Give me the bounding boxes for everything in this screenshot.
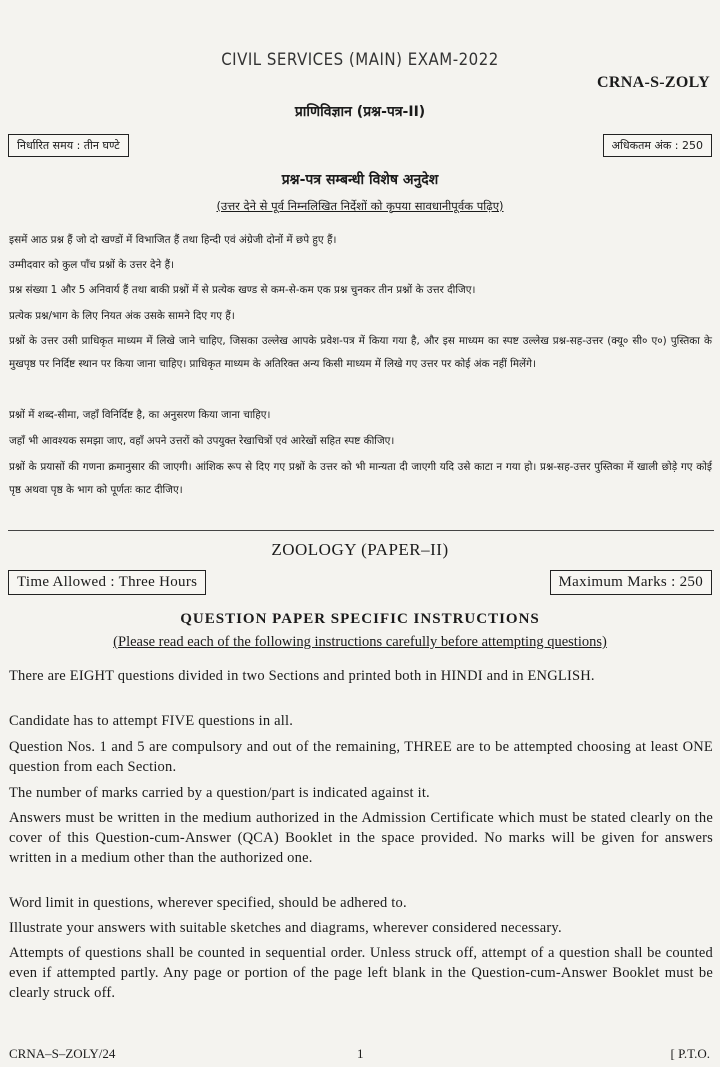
footer-code: CRNA–S–ZOLY/24 — [9, 1046, 116, 1061]
english-instruction-7: Illustrate your answers with suitable sketches and diagrams, wherever considered necessary. — [9, 920, 562, 936]
hindi-instruction-3: प्रश्न संख्या 1 और 5 अनिवार्य हैं तथा बाकी प्रश्नों में से प्रत्येक खण्ड से कम-से-कम एक प्रश्न चुनकर तीन प्रश्नों के उत्तर दीजिए। — [9, 284, 476, 296]
hindi-paper-title: प्राणिविज्ञान (प्रश्न-पत्र-II) — [294, 104, 426, 120]
english-instruction-1: There are EIGHT questions divided in two Sections and printed both in HINDI and in ENGLISH. — [9, 668, 595, 684]
hindi-instruction-2: उम्मीदवार को कुल पाँच प्रश्नों के उत्तर देने हैं। — [9, 259, 175, 271]
page-number: 1 — [357, 1046, 364, 1061]
english-instruction-5: Answers must be written in the medium authorized in the Admission Certificate which must be stated clearly on the cover of this Question-cum-Answer (QCA) Booklet in the space provided. No marks will be given for answers written in a medium other than the authorized one. — [9, 810, 713, 866]
hindi-time-box: निर्धारित समय : तीन घण्टे — [8, 134, 129, 157]
english-instructions-heading: QUESTION PAPER SPECIFIC INSTRUCTIONS — [180, 611, 540, 627]
hindi-instruction-7: जहाँ भी आवश्यक समझा जाए, वहाँ अपने उत्तरों को उपयुक्त रेखाचित्रों एवं आरेखों सहित स्पष्ट कीजिए। — [9, 435, 395, 447]
english-instruction-8: Attempts of questions shall be counted in sequential order. Unless struck off, attempt of a question shall be counted even if attempted partly. Any page or portion of the page left blank in the Question-cum-Answer Booklet must be clearly struck off. — [9, 945, 713, 1001]
english-instruction-2: Candidate has to attempt FIVE questions in all. — [9, 713, 294, 729]
section-divider — [8, 530, 714, 531]
hindi-instruction-4: प्रत्येक प्रश्न/भाग के लिए नियत अंक उसके सामने दिए गए हैं। — [9, 310, 235, 322]
max-marks-box: Maximum Marks : 250 — [550, 570, 712, 595]
english-instruction-4: The number of marks carried by a question/part is indicated against it. — [9, 785, 430, 801]
paper-code: CRNA-S-ZOLY — [597, 74, 710, 91]
hindi-instruction-5: प्रश्नों के उत्तर उसी प्राधिकृत माध्यम में लिखे जाने चाहिए, जिसका उल्लेख आपके प्रवेश-पत्र में किया गया है, और इस माध्यम का स्पष्ट उल्लेख प्रश्न-सह-उत्तर (क्यू० सी० ए०) पुस्तिका के मुखपृष्ठ पर निर्दिष्ट स्थान पर किया जाना चाहिए। प्राधिकृत माध्यम के अतिरिक्त अन्य किसी माध्यम में लिखे गए उत्तर पर कोई अंक नहीं मिलेंगे। — [9, 335, 712, 370]
hindi-instruction-6: प्रश्नों में शब्द-सीमा, जहाँ विनिर्दिष्ट है, का अनुसरण किया जाना चाहिए। — [9, 409, 271, 421]
hindi-marks-box: अधिकतम अंक : 250 — [603, 134, 712, 157]
hindi-instructions-heading: प्रश्न-पत्र सम्बन्धी विशेष अनुदेश — [281, 172, 439, 188]
hindi-instruction-1: इसमें आठ प्रश्न हैं जो दो खण्डों में विभाजित हैं तथा हिन्दी एवं अंग्रेजी दोनों में छपे हुए हैं। — [9, 234, 337, 246]
english-instructions-subheading: (Please read each of the following instructions carefully before attempting questions) — [113, 634, 607, 650]
english-instruction-6: Word limit in questions, wherever specified, should be adhered to. — [9, 895, 407, 911]
english-instruction-3: Question Nos. 1 and 5 are compulsory and out of the remaining, THREE are to be attempted choosing at least ONE question from each Section. — [9, 739, 713, 775]
pto-label: [ P.T.O. — [670, 1046, 710, 1061]
english-paper-title: ZOOLOGY (PAPER–II) — [271, 540, 449, 559]
time-allowed-box: Time Allowed : Three Hours — [8, 570, 206, 595]
hindi-instructions-subheading: (उत्तर देने से पूर्व निम्नलिखित निर्देशों को कृपया सावधानीपूर्वक पढ़िए) — [216, 199, 504, 213]
exam-title: CIVIL SERVICES (MAIN) EXAM-2022 — [221, 48, 499, 70]
hindi-instruction-8: प्रश्नों के प्रयासों की गणना क्रमानुसार की जाएगी। आंशिक रूप से दिए गए प्रश्नों के उत्तर को भी मान्यता दी जाएगी यदि उसे काटा न गया हो। प्रश्न-सह-उत्तर पुस्तिका में खाली छोड़े गए कोई पृष्ठ अथवा पृष्ठ के भाग को पूर्णतः काट दीजिए। — [9, 461, 712, 496]
